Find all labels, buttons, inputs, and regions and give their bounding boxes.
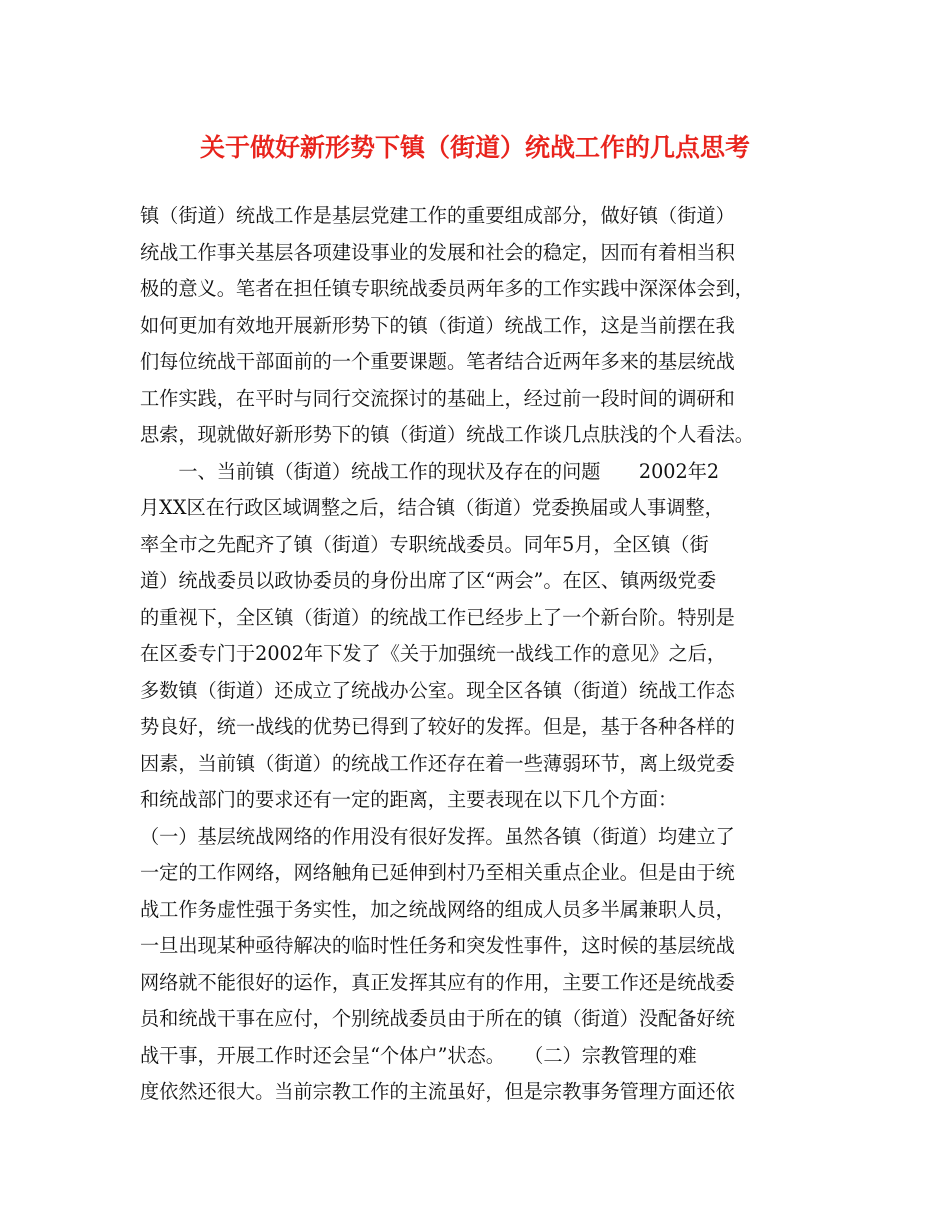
paragraph-line: 一旦出现某种亟待解决的临时性任务和突发性事件，这时候的基层统战 xyxy=(140,934,735,957)
paragraph-line: 极的意义。笔者在担任镇专职统战委员两年多的工作实践中深深体会到， xyxy=(140,277,754,300)
paragraph-line: 战工作务虚性强于务实性，加之统战网络的组成人员多半属兼职人员， xyxy=(140,897,735,921)
paragraph-line: 因素，当前镇（街道）的统战工作还存在着一些薄弱环节，离上级党委 xyxy=(140,751,735,775)
document-title: 关于做好新形势下镇（街道）统战工作的几点思考 xyxy=(199,133,750,162)
paragraph-line: 工作实践，在平时与同行交流探讨的基础上，经过前一段时间的调研和 xyxy=(140,386,735,410)
paragraph-line: 员和统战干事在应付，个别统战委员由于所在的镇（街道）没配备好统 xyxy=(140,1007,735,1030)
paragraph-line: （一）基层统战网络的作用没有很好发挥。虽然各镇（街道）均建立了 xyxy=(140,824,735,848)
paragraph-line: 镇（街道）统战工作是基层党建工作的重要组成部分，做好镇（街道） xyxy=(140,204,735,227)
paragraph-line: 一定的工作网络，网络触角已延伸到村乃至相关重点企业。但是由于统 xyxy=(140,861,735,884)
paragraph-line: 的重视下，全区镇（街道）的统战工作已经步上了一个新台阶。特别是 xyxy=(140,605,735,629)
paragraph-line: 和统战部门的要求还有一定的距离，主要表现在以下几个方面： xyxy=(140,788,678,811)
paragraph-line: 月XX区在行政区域调整之后，结合镇（街道）党委换届或人事调整， xyxy=(140,496,724,519)
paragraph-line: 们每位统战干部面前的一个重要课题。笔者结合近两年多来的基层统战 xyxy=(140,350,735,373)
paragraph-line: 战干事，开展工作时还会呈“个体户”状态。 （二）宗教管理的难 xyxy=(140,1043,697,1067)
paragraph-line: 多数镇（街道）还成立了统战办公室。现全区各镇（街道）统战工作态 xyxy=(140,678,735,702)
paragraph-line: 一、当前镇（街道）统战工作的现状及存在的问题 2002年2 xyxy=(140,459,720,483)
paragraph-line: 度依然还很大。当前宗教工作的主流虽好，但是宗教事务管理方面还依 xyxy=(140,1080,735,1103)
paragraph-line: 思索，现就做好新形势下的镇（街道）统战工作谈几点肤浅的个人看法。 xyxy=(140,423,754,446)
paragraph-line: 势良好，统一战线的优势已得到了较好的发挥。但是，基于各种各样的 xyxy=(140,715,735,738)
paragraph-line: 道）统战委员以政协委员的身份出席了区“两会”。在区、镇两级党委 xyxy=(140,569,717,592)
paragraph-line: 网络就不能很好的运作，真正发挥其应有的作用，主要工作还是统战委 xyxy=(140,970,735,994)
document-body xyxy=(140,198,820,1111)
paragraph-line: 如何更加有效地开展新形势下的镇（街道）统战工作，这是当前摆在我 xyxy=(140,313,735,337)
paragraph-line: 率全市之先配齐了镇（街道）专职统战委员。同年5月，全区镇（街 xyxy=(140,532,709,556)
paragraph-line: 在区委专门于2002年下发了《关于加强统一战线工作的意见》之后， xyxy=(140,642,727,665)
paragraph-line: 统战工作事关基层各项建设事业的发展和社会的稳定，因而有着相当积 xyxy=(140,240,735,264)
